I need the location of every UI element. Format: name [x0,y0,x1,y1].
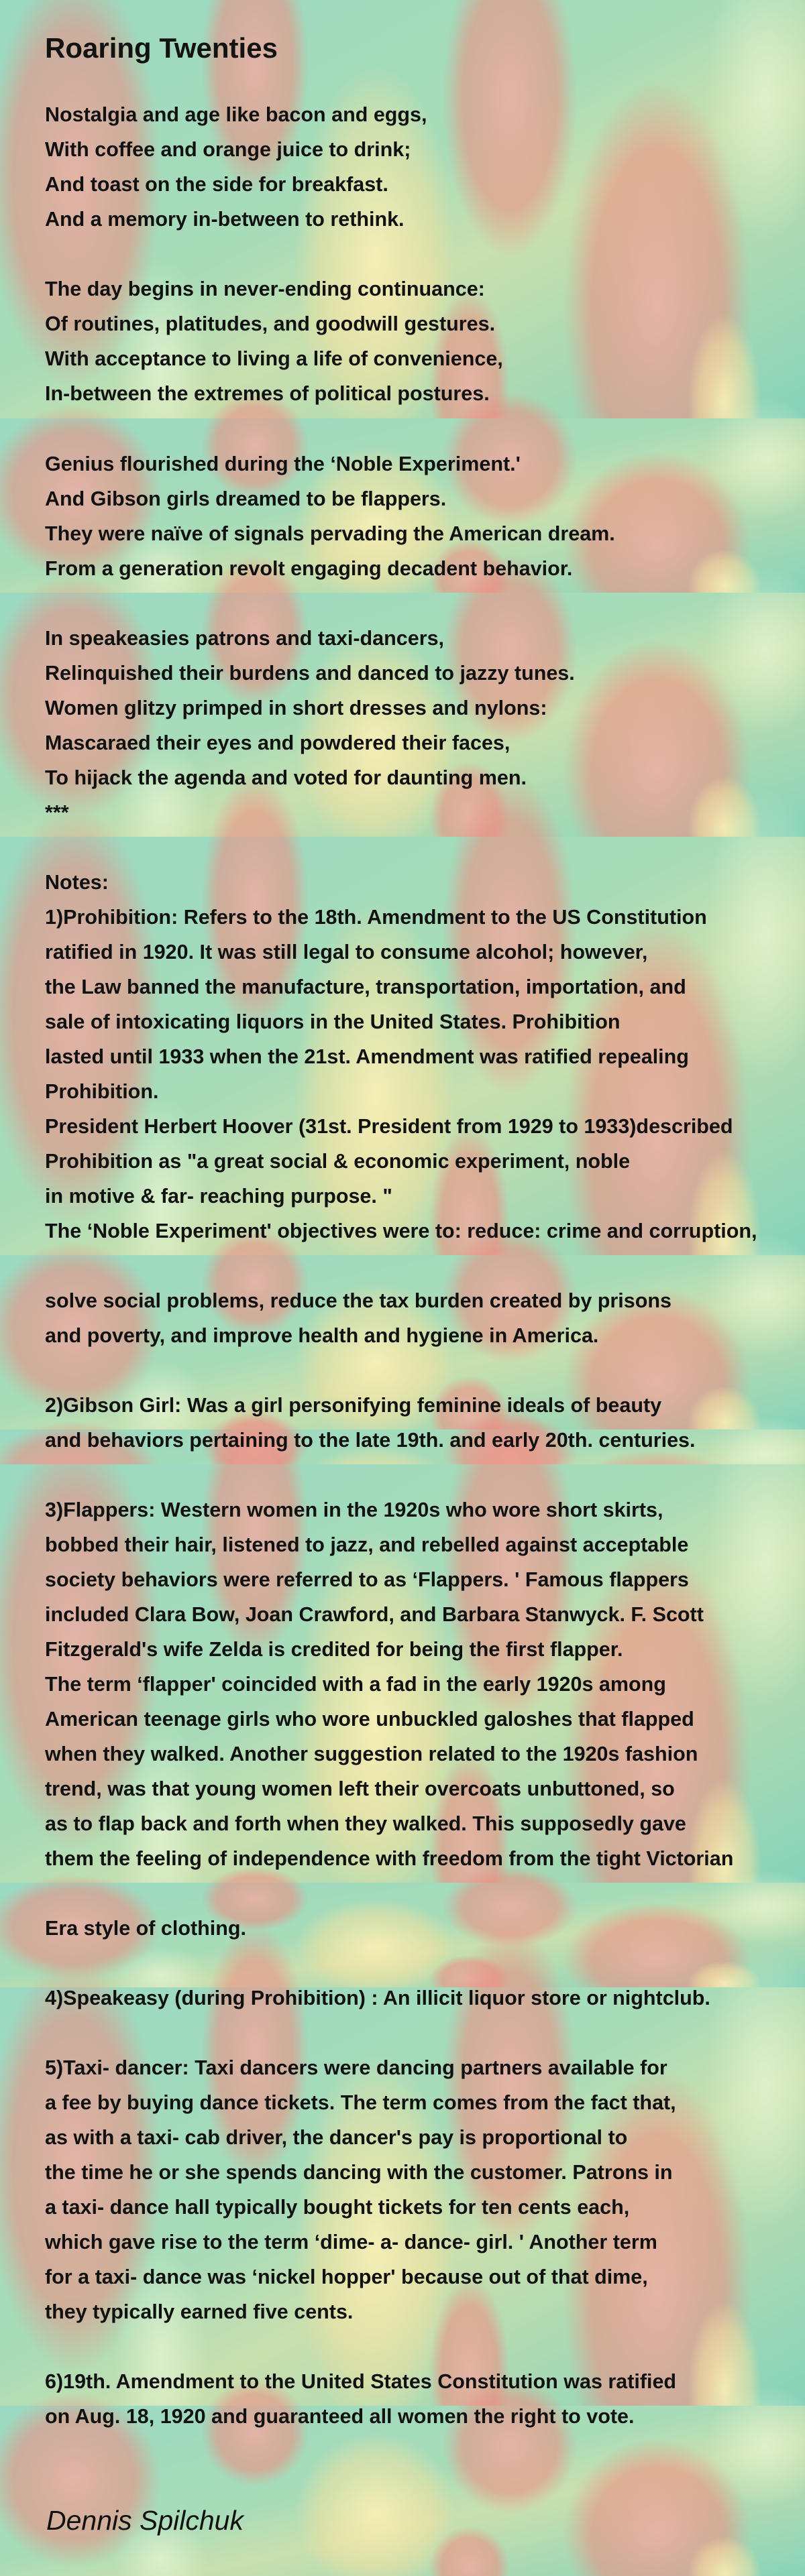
poem-line: And toast on the side for breakfast. [45,173,388,196]
note-line: and poverty, and improve health and hygiene in America. [45,1324,599,1347]
poem-title: Roaring Twenties [45,32,278,64]
note-line: 4)Speakeasy (during Prohibition) : An illicit liquor store or nightclub. [45,1987,710,2009]
poem-line: From a generation revolt engaging decadent behavior. [45,557,573,580]
note-line: in motive & far- reaching purpose. " [45,1185,392,1208]
poem-line: To hijack the agenda and voted for daunting men. [45,766,527,789]
stanza-2 [45,272,796,411]
note-line: and behaviors pertaining to the late 19th. and early 20th. centuries. [45,1429,696,1452]
note-line: when they walked. Another suggestion related to the 1920s fashion [45,1743,698,1765]
stanza-4 [45,621,796,830]
note-line: they typically earned five cents. [45,2300,354,2323]
poem-line: Genius flourished during the ‘Noble Experiment.' [45,453,521,475]
poem-line: And a memory in-between to rethink. [45,208,405,231]
note-line: a fee by buying dance tickets. The term comes from the fact that, [45,2091,676,2114]
note-line: the Law banned the manufacture, transportation, importation, and [45,976,686,998]
note-line: for a taxi- dance was ‘nickel hopper' because out of that dime, [45,2266,648,2288]
note-line: which gave rise to the term ‘dime- a- dance- girl. ' Another term [45,2231,657,2253]
notes-block-1 [45,865,796,1248]
note-flappers [45,1492,796,1876]
note-line: Era style of clothing. [45,1917,246,1940]
note-gibson-girl [45,1388,796,1458]
note-line: as with a taxi- cab driver, the dancer's pay is proportional to [45,2126,628,2149]
poem-line: With coffee and orange juice to drink; [45,138,411,161]
note-taxi-dancer [45,2050,796,2329]
note-line: on Aug. 18, 1920 and guaranteed all women the right to vote. [45,2405,635,2428]
poem-line: With acceptance to living a life of convenience, [45,347,503,370]
note-line: Prohibition as "a great social & economic experiment, noble [45,1150,631,1173]
poem-line: The day begins in never-ending continuance: [45,278,485,300]
note-line: trend, was that young women left their overcoats unbuttoned, so [45,1777,675,1800]
note-line: included Clara Bow, Joan Crawford, and Barbara Stanwyck. F. Scott [45,1603,704,1626]
poem-line: In-between the extremes of political postures. [45,382,490,405]
note-line: 2)Gibson Girl: Was a girl personifying feminine ideals of beauty [45,1394,662,1417]
poem-line: And Gibson girls dreamed to be flappers. [45,487,447,510]
note-line: a taxi- dance hall typically bought tickets for ten cents each, [45,2196,630,2219]
notes-block-2 [45,1283,796,1353]
section-separator: *** [45,801,69,824]
poem-line: Of routines, platitudes, and goodwill gestures. [45,312,496,335]
stanza-3 [45,447,796,586]
note-line: 1)Prohibition: Refers to the 18th. Amendment to the US Constitution [45,906,707,929]
note-line: American teenage girls who wore unbuckled galoshes that flapped [45,1708,694,1731]
author-name[interactable]: Dennis Spilchuk [46,2505,244,2536]
note-line: Fitzgerald's wife Zelda is credited for being the first flapper. [45,1638,623,1661]
note-line: ratified in 1920. It was still legal to consume alcohol; however, [45,941,648,963]
poem-line: In speakeasies patrons and taxi-dancers, [45,627,445,650]
note-line: them the feeling of independence with freedom from the tight Victorian [45,1847,734,1870]
note-line: the time he or she spends dancing with the customer. Patrons in [45,2161,673,2184]
note-line: lasted until 1933 when the 21st. Amendment was ratified repealing [45,1045,689,1068]
note-line: 5)Taxi- dancer: Taxi dancers were dancing partners available for [45,2056,667,2079]
poem-line: Relinquished their burdens and danced to jazzy tunes. [45,662,575,685]
note-19th-amendment [45,2364,796,2434]
stanza-1 [45,97,796,237]
note-line: solve social problems, reduce the tax burden created by prisons [45,1289,672,1312]
notes-block-3 [45,1911,796,1946]
note-line: The ‘Noble Experiment' objectives were to: reduce: crime and corruption, [45,1220,757,1242]
note-line: President Herbert Hoover (31st. President from 1929 to 1933)described [45,1115,733,1138]
note-line: as to flap back and forth when they walked. This supposedly gave [45,1812,686,1835]
note-line: The term ‘flapper' coincided with a fad in the early 1920s among [45,1673,666,1696]
poem-line: Nostalgia and age like bacon and eggs, [45,103,427,126]
poem-line: Mascaraed their eyes and powdered their faces, [45,731,511,754]
note-line: bobbed their hair, listened to jazz, and rebelled against acceptable [45,1533,689,1556]
note-line: 6)19th. Amendment to the United States Constitution was ratified [45,2370,677,2393]
note-speakeasy [45,1981,796,2015]
note-line: society behaviors were referred to as ‘Flappers. ' Famous flappers [45,1568,689,1591]
note-line: 3)Flappers: Western women in the 1920s who wore short skirts, [45,1499,663,1521]
poem-line: They were naïve of signals pervading the American dream. [45,522,615,545]
note-line: sale of intoxicating liquors in the United States. Prohibition [45,1010,621,1033]
note-line: Prohibition. [45,1080,159,1103]
notes-heading: Notes: [45,871,109,894]
poem-line: Women glitzy primped in short dresses and nylons: [45,697,547,719]
